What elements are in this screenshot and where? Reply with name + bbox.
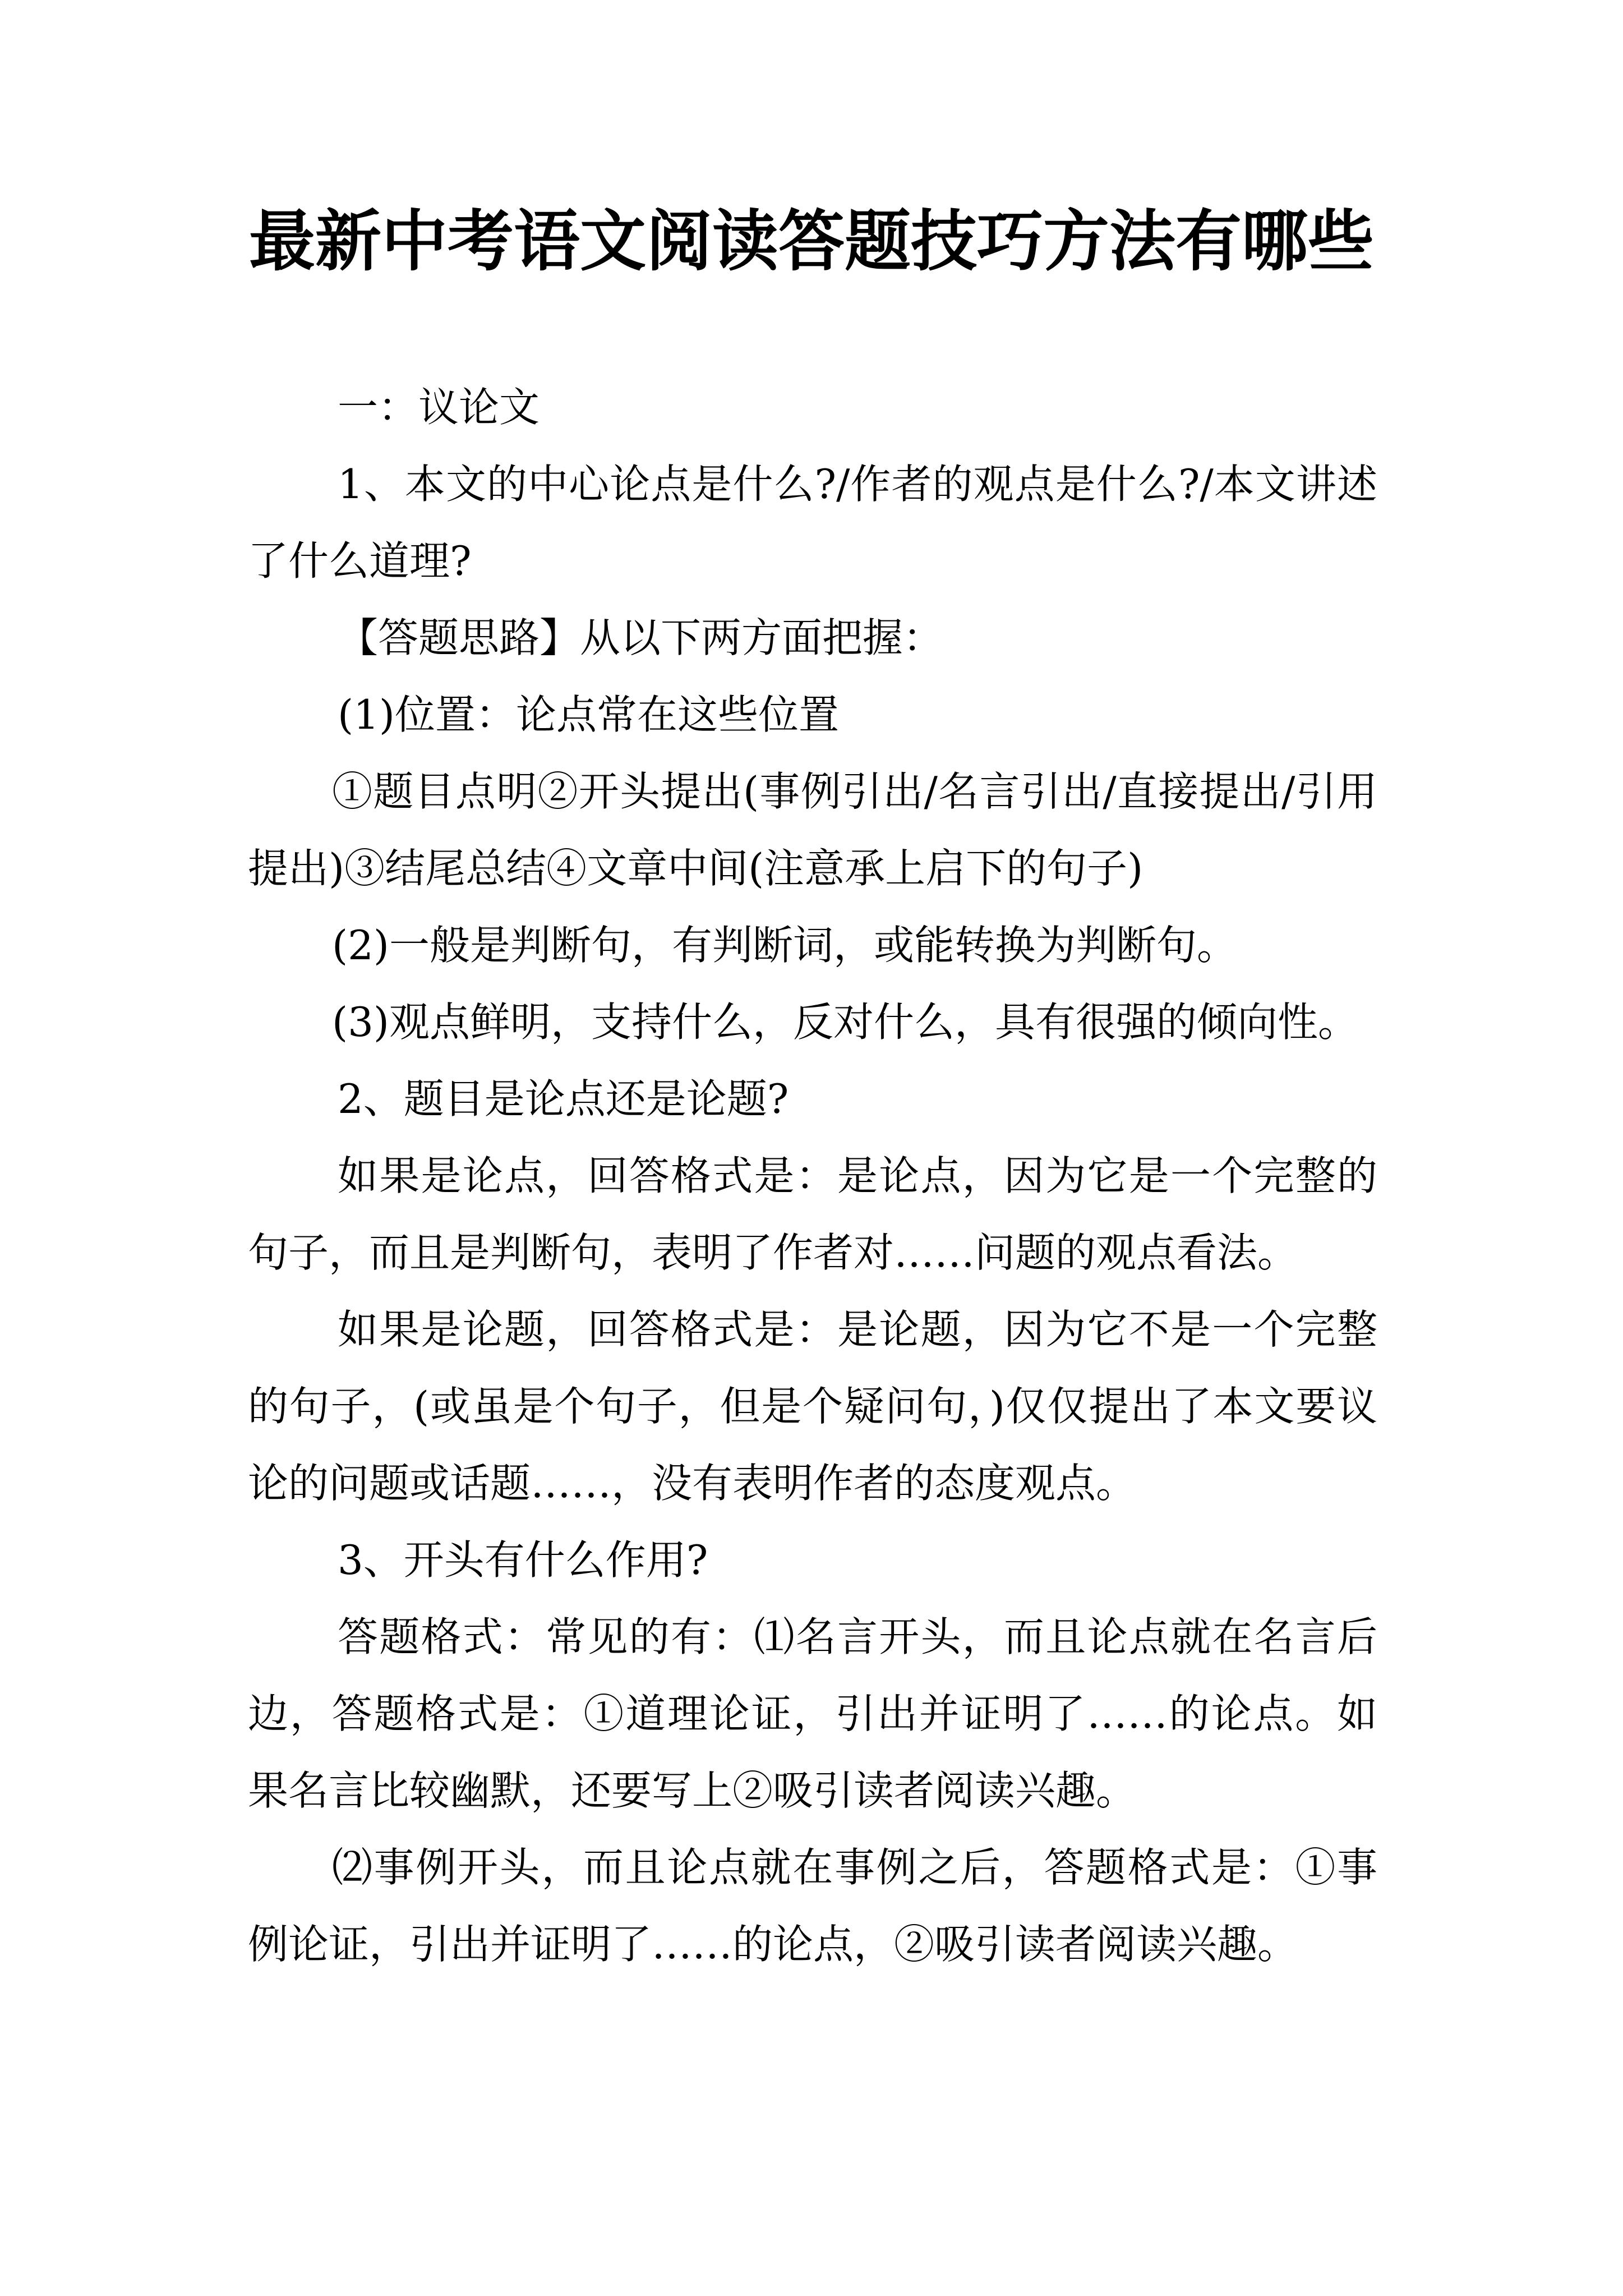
answer-if-topic: 如果是论题，回答格式是：是论题，因为它不是一个完整的句子，(或虽是个句子，但是个疑问句，)仅仅提出了本文要议论的问题或话题……，没有表明作者的态度观点。 bbox=[248, 1306, 1377, 1507]
point-position: (1)位置：论点常在这些位置 bbox=[338, 691, 839, 738]
question-3: 3、开头有什么作用? bbox=[338, 1536, 708, 1584]
section-heading: 一：议论文 bbox=[338, 384, 540, 431]
position-list: ①题目点明②开头提出(事例引出/名言引出/直接提出/引用提出)③结尾总结④文章中间(注意承上启下的句子) bbox=[248, 768, 1377, 892]
answer-format-quote-opening: 答题格式：常见的有：⑴名言开头，而且论点就在名言后边，答题格式是：①道理论证，引出并证明了……的论点。如果名言比较幽默，还要写上②吸引读者阅读兴趣。 bbox=[248, 1613, 1377, 1814]
answer-format-example-opening: ⑵事例开头，而且论点就在事例之后，答题格式是：①事例论证，引出并证明了……的论点，②吸引读者阅读兴趣。 bbox=[248, 1844, 1377, 1968]
answer-approach: 【答题思路】从以下两方面把握： bbox=[338, 614, 944, 661]
document-title: 最新中考语文阅读答题技巧方法有哪些 bbox=[248, 202, 1374, 280]
question-1: 1、本文的中心论点是什么?/作者的观点是什么?/本文讲述了什么道理? bbox=[248, 461, 1377, 585]
answer-if-thesis: 如果是论点，回答格式是：是论点，因为它是一个完整的句子，而且是判断句，表明了作者对……问题的观点看法。 bbox=[248, 1152, 1377, 1276]
point-clarity: (3)观点鲜明，支持什么，反对什么，具有很强的倾向性。 bbox=[332, 999, 1358, 1046]
question-2: 2、题目是论点还是论题? bbox=[338, 1075, 789, 1122]
document-body bbox=[248, 369, 1377, 1983]
point-judgment: (2)一般是判断句，有判断词，或能转换为判断句。 bbox=[332, 922, 1237, 969]
